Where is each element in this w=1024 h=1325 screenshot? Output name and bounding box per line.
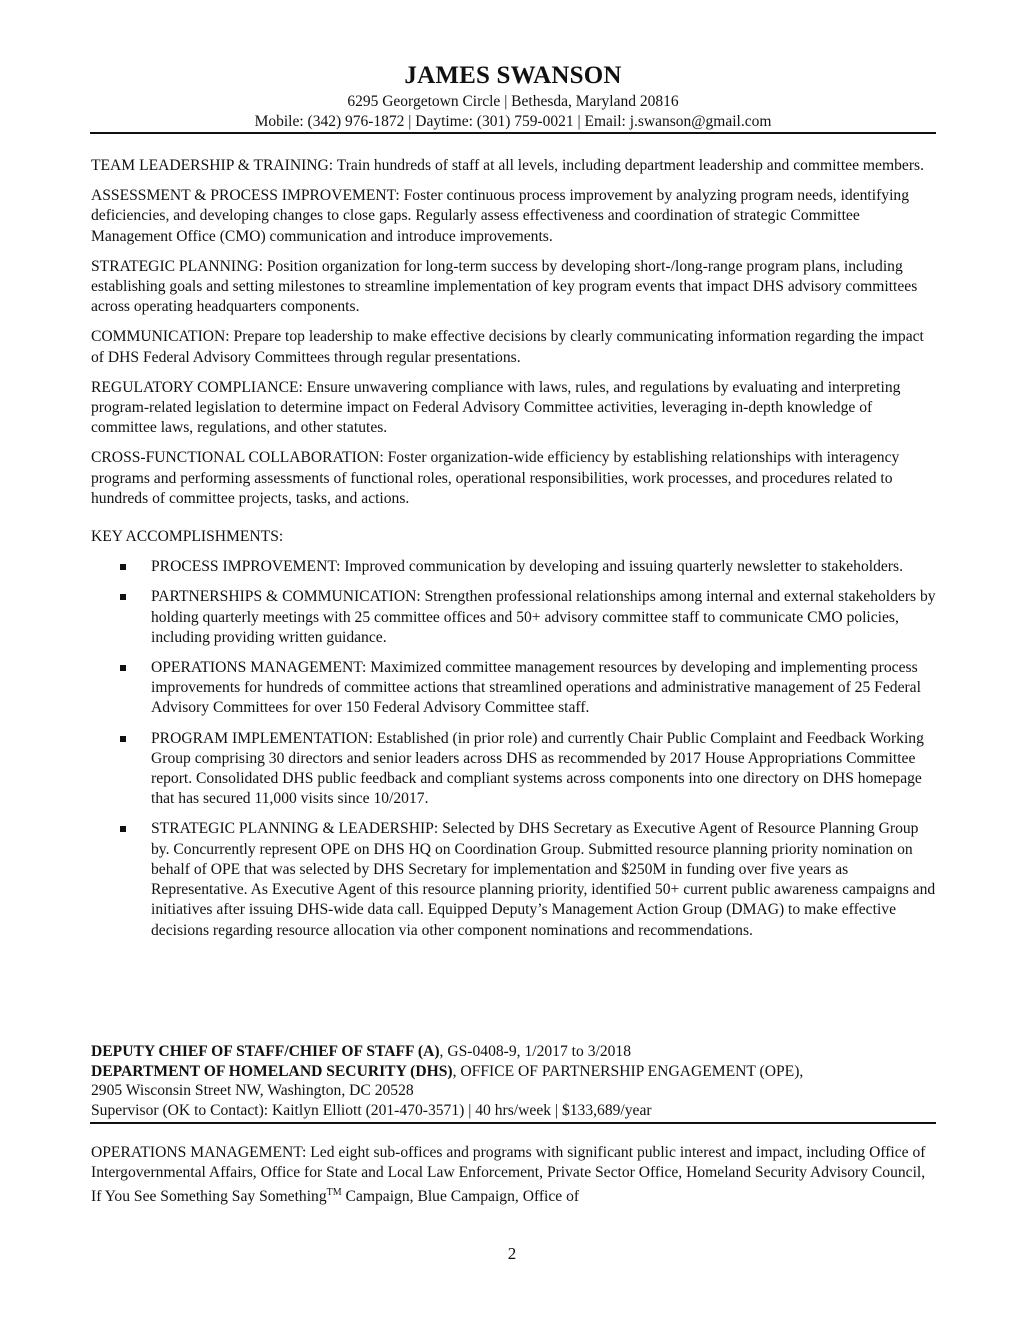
page-number: 2	[507, 1244, 517, 1263]
list-item	[91, 729, 936, 810]
list-item	[91, 658, 936, 719]
accomplishment-heading: PROCESS IMPROVEMENT:	[151, 558, 341, 576]
operations-heading: OPERATIONS MANAGEMENT:	[91, 1144, 307, 1161]
accomplishment-heading: PROGRAM IMPLEMENTATION:	[151, 729, 373, 747]
accomplishment-text: Selected by DHS Secretary as Executive Agent of Resource Planning Group by. Concurrently represent OPE on DHS HQ on Coordination Group. Submitted resource planning priority nomination on behalf of OPE that was selected by DHS Secretary for implementation and $250M in funding over five years as Representative. As Executive Agent of this resource planning priority, identified 50+ current public awareness campaigns and initiatives after issuing DHS-wide data call. Equipped Deputy’s Management Action Group (DMAG) to make effective decisions regarding resource allocation via other component nominations and recommendations.	[151, 820, 936, 939]
job-department: DEPARTMENT OF HOMELAND SECURITY (DHS)	[91, 1062, 453, 1080]
responsibility-text: Foster organization-wide efficiency by establishing relationships with interagency programs and performing assessments of functional roles, operational responsibilities, work processes, and procedures related to hundreds of committee projects, tasks, and actions.	[91, 449, 900, 507]
accomplishment-heading: PARTNERSHIPS & COMMUNICATION:	[151, 588, 421, 606]
candidate-name: JAMES SWANSON	[404, 62, 622, 89]
bullet-square-icon	[120, 594, 126, 600]
responsibility-paragraph	[91, 156, 936, 176]
candidate-address: 6295 Georgetown Circle | Bethesda, Maryland 20816	[347, 93, 679, 110]
responsibility-paragraph	[91, 448, 936, 509]
bullet-square-icon	[120, 564, 126, 570]
accomplishments-heading: KEY ACCOMPLISHMENTS:	[91, 528, 284, 546]
job-department-line	[91, 1062, 936, 1082]
responsibility-heading: ASSESSMENT & PROCESS IMPROVEMENT:	[91, 187, 400, 205]
trademark-mark: TM	[326, 1187, 342, 1199]
responsibilities-section	[91, 156, 936, 951]
job-grade-dates: , GS-0408-9, 1/2017 to 3/2018	[439, 1043, 632, 1060]
job-divider	[90, 1122, 936, 1124]
list-item	[91, 557, 936, 577]
operations-text: Led eight sub-offices and programs with significant public interest and impact, including Office of Intergovernmental Affairs, Office for State and Local Law Enforcement, Private Sector Office, Homeland Security Advisory Council, If You See Something Say Something	[91, 1144, 926, 1206]
bullet-square-icon	[120, 665, 126, 671]
job-title: DEPUTY CHIEF OF STAFF/CHIEF OF STAFF (A)	[91, 1043, 440, 1060]
accomplishments-list	[91, 557, 936, 940]
accomplishment-heading: OPERATIONS MANAGEMENT:	[151, 659, 367, 677]
responsibility-heading: COMMUNICATION:	[91, 328, 230, 346]
accomplishment-text: Strengthen professional relationships among internal and external stakeholders by holding quarterly meetings with 25 committee offices and 50+ advisory committee staff to communicate CMO policies, including providing written guidance.	[151, 588, 936, 646]
accomplishment-text: Established (in prior role) and currently Chair Public Complaint and Feedback Working Group comprising 30 directors and senior leaders across DHS as recommended by 2017 House Appropriations Committee report. Consolidated DHS public feedback and compliant systems across components into one directory on DHS homepage that has secured 11,000 visits since 10/2017.	[151, 729, 924, 808]
list-item	[91, 587, 936, 648]
responsibility-text: Ensure unwavering compliance with laws, rules, and regulations by evaluating and interpreting program-related legislation to determine impact on Federal Advisory Committee activities, leveraging in-depth knowledge of committee laws, regulations, and other statutes.	[91, 378, 901, 437]
responsibility-text: Foster continuous process improvement by analyzing program needs, identifying deficiencies, and developing changes to close gaps. Regularly assess effectiveness and coordination of strategic Committee Management Office (CMO) communication and introduce improvements.	[91, 187, 910, 245]
job-office: , OFFICE OF PARTNERSHIP ENGAGEMENT (OPE),	[452, 1062, 804, 1080]
responsibility-heading: CROSS-FUNCTIONAL COLLABORATION:	[91, 449, 384, 467]
header-divider	[90, 132, 936, 134]
operations-paragraph	[91, 1143, 936, 1208]
responsibility-heading: REGULATORY COMPLIANCE:	[91, 378, 303, 396]
list-item	[91, 819, 936, 940]
job-entry	[91, 1042, 936, 1120]
responsibility-text: Position organization for long-term success by developing short-/long-range program plans, including establishing goals and setting milestones to streamline implementation of key program events that impact DHS advisory committees across operating headquarters components.	[91, 257, 918, 316]
operations-text-continued: Campaign, Blue Campaign, Office of	[341, 1188, 580, 1206]
job-supervisor: Supervisor (OK to Contact): Kaitlyn Elliott (201-470-3571) | 40 hrs/week | $133,689/year	[91, 1101, 652, 1119]
job-title-line	[91, 1042, 936, 1062]
responsibility-text: Train hundreds of staff at all levels, including department leadership and committee members.	[336, 157, 924, 174]
accomplishment-heading: STRATEGIC PLANNING & LEADERSHIP:	[151, 820, 439, 838]
responsibility-paragraph	[91, 327, 936, 367]
responsibility-text: Prepare top leadership to make effective decisions by clearly communicating information regarding the impact of DHS Federal Advisory Committees through regular presentations.	[91, 328, 924, 366]
accomplishment-text: Improved communication by developing and issuing quarterly newsletter to stakeholders.	[344, 558, 903, 576]
responsibility-paragraph	[91, 186, 936, 247]
resume-header	[90, 60, 936, 132]
candidate-contact: Mobile: (342) 976-1872 | Daytime: (301) 759-0021 | Email: j.swanson@gmail.com	[254, 113, 772, 130]
responsibility-heading: STRATEGIC PLANNING:	[91, 257, 263, 275]
accomplishment-text: Maximized committee management resources by developing and implementing process improvements for hundreds of committee actions that streamlined operations and administrative management of 25 Federal Advisory Committees for over 150 Federal Advisory Committee staff.	[151, 659, 921, 717]
responsibility-paragraph	[91, 257, 936, 318]
responsibility-heading: TEAM LEADERSHIP & TRAINING:	[91, 157, 334, 174]
job-address: 2905 Wisconsin Street NW, Washington, DC 20528	[91, 1082, 414, 1099]
responsibility-paragraph	[91, 378, 936, 439]
bullet-square-icon	[120, 826, 126, 832]
bullet-square-icon	[120, 736, 126, 742]
